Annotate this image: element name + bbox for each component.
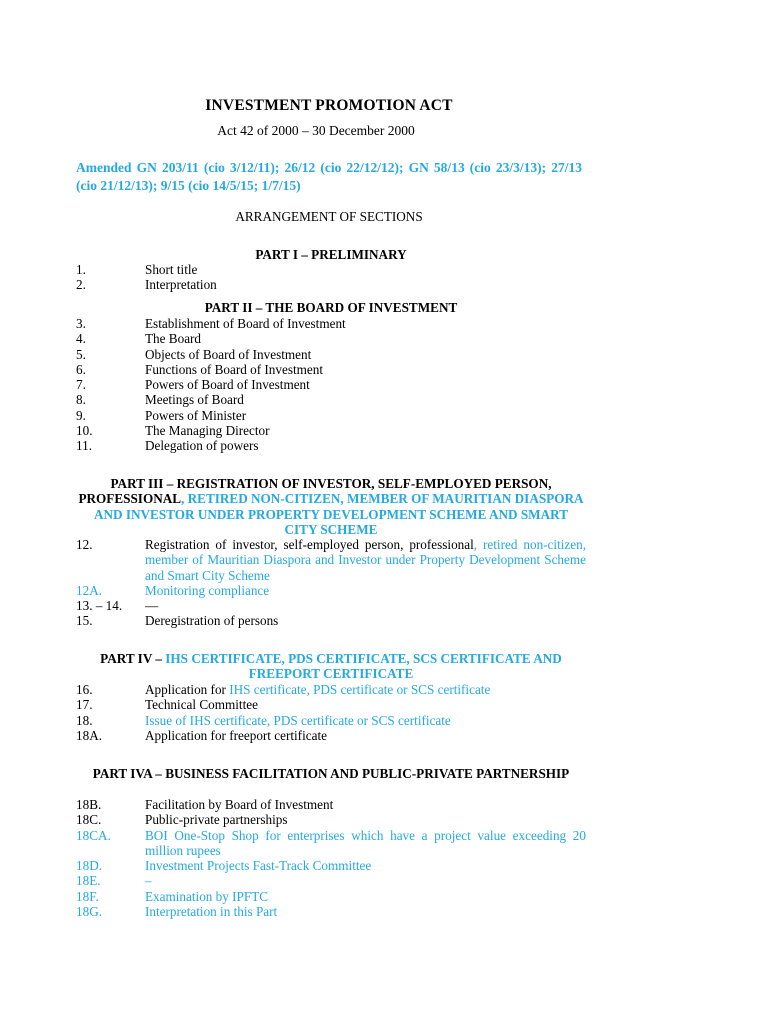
part-2-list — [76, 316, 586, 454]
part-3-list — [76, 537, 586, 629]
section-row — [76, 697, 586, 712]
section-number: 17. — [76, 697, 93, 713]
section-row — [76, 438, 586, 453]
section-number: 7. — [76, 377, 86, 393]
section-title: Technical Committee — [145, 697, 258, 713]
section-number: 4. — [76, 331, 86, 347]
section-row — [76, 797, 586, 812]
section-title: Delegation of powers — [145, 438, 259, 454]
section-number: 13. – 14. — [76, 598, 123, 614]
section-title: Establishment of Board of Investment — [145, 316, 346, 331]
section-number: 12. — [76, 537, 93, 552]
section-number: 5. — [76, 346, 86, 362]
section-row — [76, 423, 586, 438]
section-row — [76, 277, 586, 292]
part-2-heading: PART II – THE BOARD OF INVESTMENT — [204, 300, 458, 315]
section-row — [76, 812, 586, 827]
section-number: 18E. — [76, 873, 101, 889]
section-row — [76, 598, 586, 613]
section-row — [76, 828, 586, 859]
section-title: Interpretation in this Part — [145, 904, 278, 920]
part-4a-list — [76, 797, 586, 919]
section-number: 16. — [76, 682, 93, 697]
section-title: Examination by IPFTC — [145, 888, 269, 904]
part-3-heading-amended-text: , RETIRED NON-CITIZEN, MEMBER OF MAURITIAN DIASPORA AND INVESTOR UNDER PROPERTY DEVELOPMENT SCHEME AND SMART CITY SCHEME — [94, 491, 584, 537]
part-4-list — [76, 682, 586, 743]
section-row — [76, 713, 586, 728]
section-number: 10. — [76, 423, 93, 439]
section-title: Facilitation by Board of Investment — [145, 797, 334, 812]
section-row — [76, 537, 586, 583]
section-row — [76, 377, 586, 392]
section-title: Monitoring compliance — [145, 582, 270, 598]
section-row — [76, 262, 586, 277]
section-title — [145, 537, 586, 583]
section-title: Application for freeport certificate — [145, 727, 327, 743]
section-number: 2. — [76, 277, 86, 293]
section-title: Powers of Minister — [145, 407, 247, 423]
section-title-amended-text: , retired non-citizen, member of Mauritian Diaspora and Investor under Property Development Scheme and Smart City Scheme — [145, 537, 586, 583]
section-row — [76, 392, 586, 407]
section-row — [76, 728, 586, 743]
section-title: – — [145, 873, 152, 889]
part-4a-heading: PART IVA – BUSINESS FACILITATION AND PUBLIC-PRIVATE PARTNERSHIP — [92, 766, 570, 781]
section-number: 18B. — [76, 797, 102, 812]
section-number: 12A. — [76, 582, 103, 598]
section-row — [76, 362, 586, 377]
part-4-heading — [76, 651, 586, 682]
section-row — [76, 583, 586, 598]
arrangement-heading: ARRANGEMENT OF SECTIONS — [235, 209, 423, 224]
section-row — [76, 613, 586, 628]
section-number: 18F. — [76, 888, 99, 904]
section-title — [145, 682, 586, 697]
part-4-heading-amended-text: IHS CERTIFICATE, PDS CERTIFICATE, SCS CERTIFICATE AND FREEPORT CERTIFICATE — [165, 651, 562, 682]
section-number: 18C. — [76, 812, 102, 828]
section-title-text: Application for — [145, 682, 230, 697]
section-row — [76, 858, 586, 873]
section-number: 18A. — [76, 727, 103, 743]
section-title: Public-private partnerships — [145, 812, 288, 828]
section-row — [76, 889, 586, 904]
section-title: The Board — [145, 331, 202, 347]
section-number: 11. — [76, 438, 92, 454]
section-title: Issue of IHS certificate, PDS certificate or SCS certificate — [145, 712, 451, 728]
section-number: 15. — [76, 613, 93, 629]
section-title-text: Registration of investor, self-employed person, professional — [145, 537, 474, 552]
section-title: The Managing Director — [145, 423, 270, 439]
section-title: BOI One-Stop Shop for enterprises which have a project value exceeding 20 million rupees — [145, 827, 586, 858]
section-title: Investment Projects Fast-Track Committee — [145, 858, 372, 874]
part-4-heading-text: PART IV – — [100, 651, 166, 666]
section-number: 6. — [76, 361, 86, 377]
section-row — [76, 873, 586, 888]
section-title: Deregistration of persons — [145, 613, 279, 629]
part-1-list — [76, 262, 586, 293]
section-title: Short title — [145, 262, 198, 277]
section-number: 18D. — [76, 858, 103, 874]
section-number: 9. — [76, 407, 86, 423]
section-title: Meetings of Board — [145, 392, 244, 408]
section-title: Powers of Board of Investment — [145, 377, 310, 393]
section-row — [76, 316, 586, 331]
act-title: INVESTMENT PROMOTION ACT — [205, 97, 453, 114]
section-title: — — [145, 598, 159, 614]
section-number: 3. — [76, 316, 86, 331]
section-row — [76, 904, 586, 919]
section-title-amended-text: IHS certificate, PDS certificate or SCS certificate — [229, 682, 491, 697]
section-title: Functions of Board of Investment — [145, 361, 324, 377]
part-1-heading: PART I – PRELIMINARY — [255, 247, 407, 262]
section-number: 1. — [76, 262, 86, 277]
part-3-heading — [76, 476, 586, 537]
section-number: 18G. — [76, 904, 103, 920]
part-3-heading-text: PART III – REGISTRATION OF INVESTOR, SELF-EMPLOYED PERSON, PROFESSIONAL — [78, 476, 552, 507]
section-title: Interpretation — [145, 277, 217, 293]
amendment-note: Amended GN 203/11 (cio 3/12/11); 26/12 (cio 22/12/12); GN 58/13 (cio 23/3/13); 27/13 (cio 21/12/13); 9/15 (cio 14/5/15; 1/7/15) — [76, 160, 582, 193]
section-row — [76, 408, 586, 423]
section-row — [76, 682, 586, 697]
section-row — [76, 331, 586, 346]
section-number: 18. — [76, 712, 93, 728]
section-row — [76, 347, 586, 362]
section-number: 8. — [76, 392, 86, 408]
section-number: 18CA. — [76, 827, 111, 843]
section-title: Objects of Board of Investment — [145, 346, 312, 362]
act-subtitle: Act 42 of 2000 – 30 December 2000 — [217, 123, 415, 138]
